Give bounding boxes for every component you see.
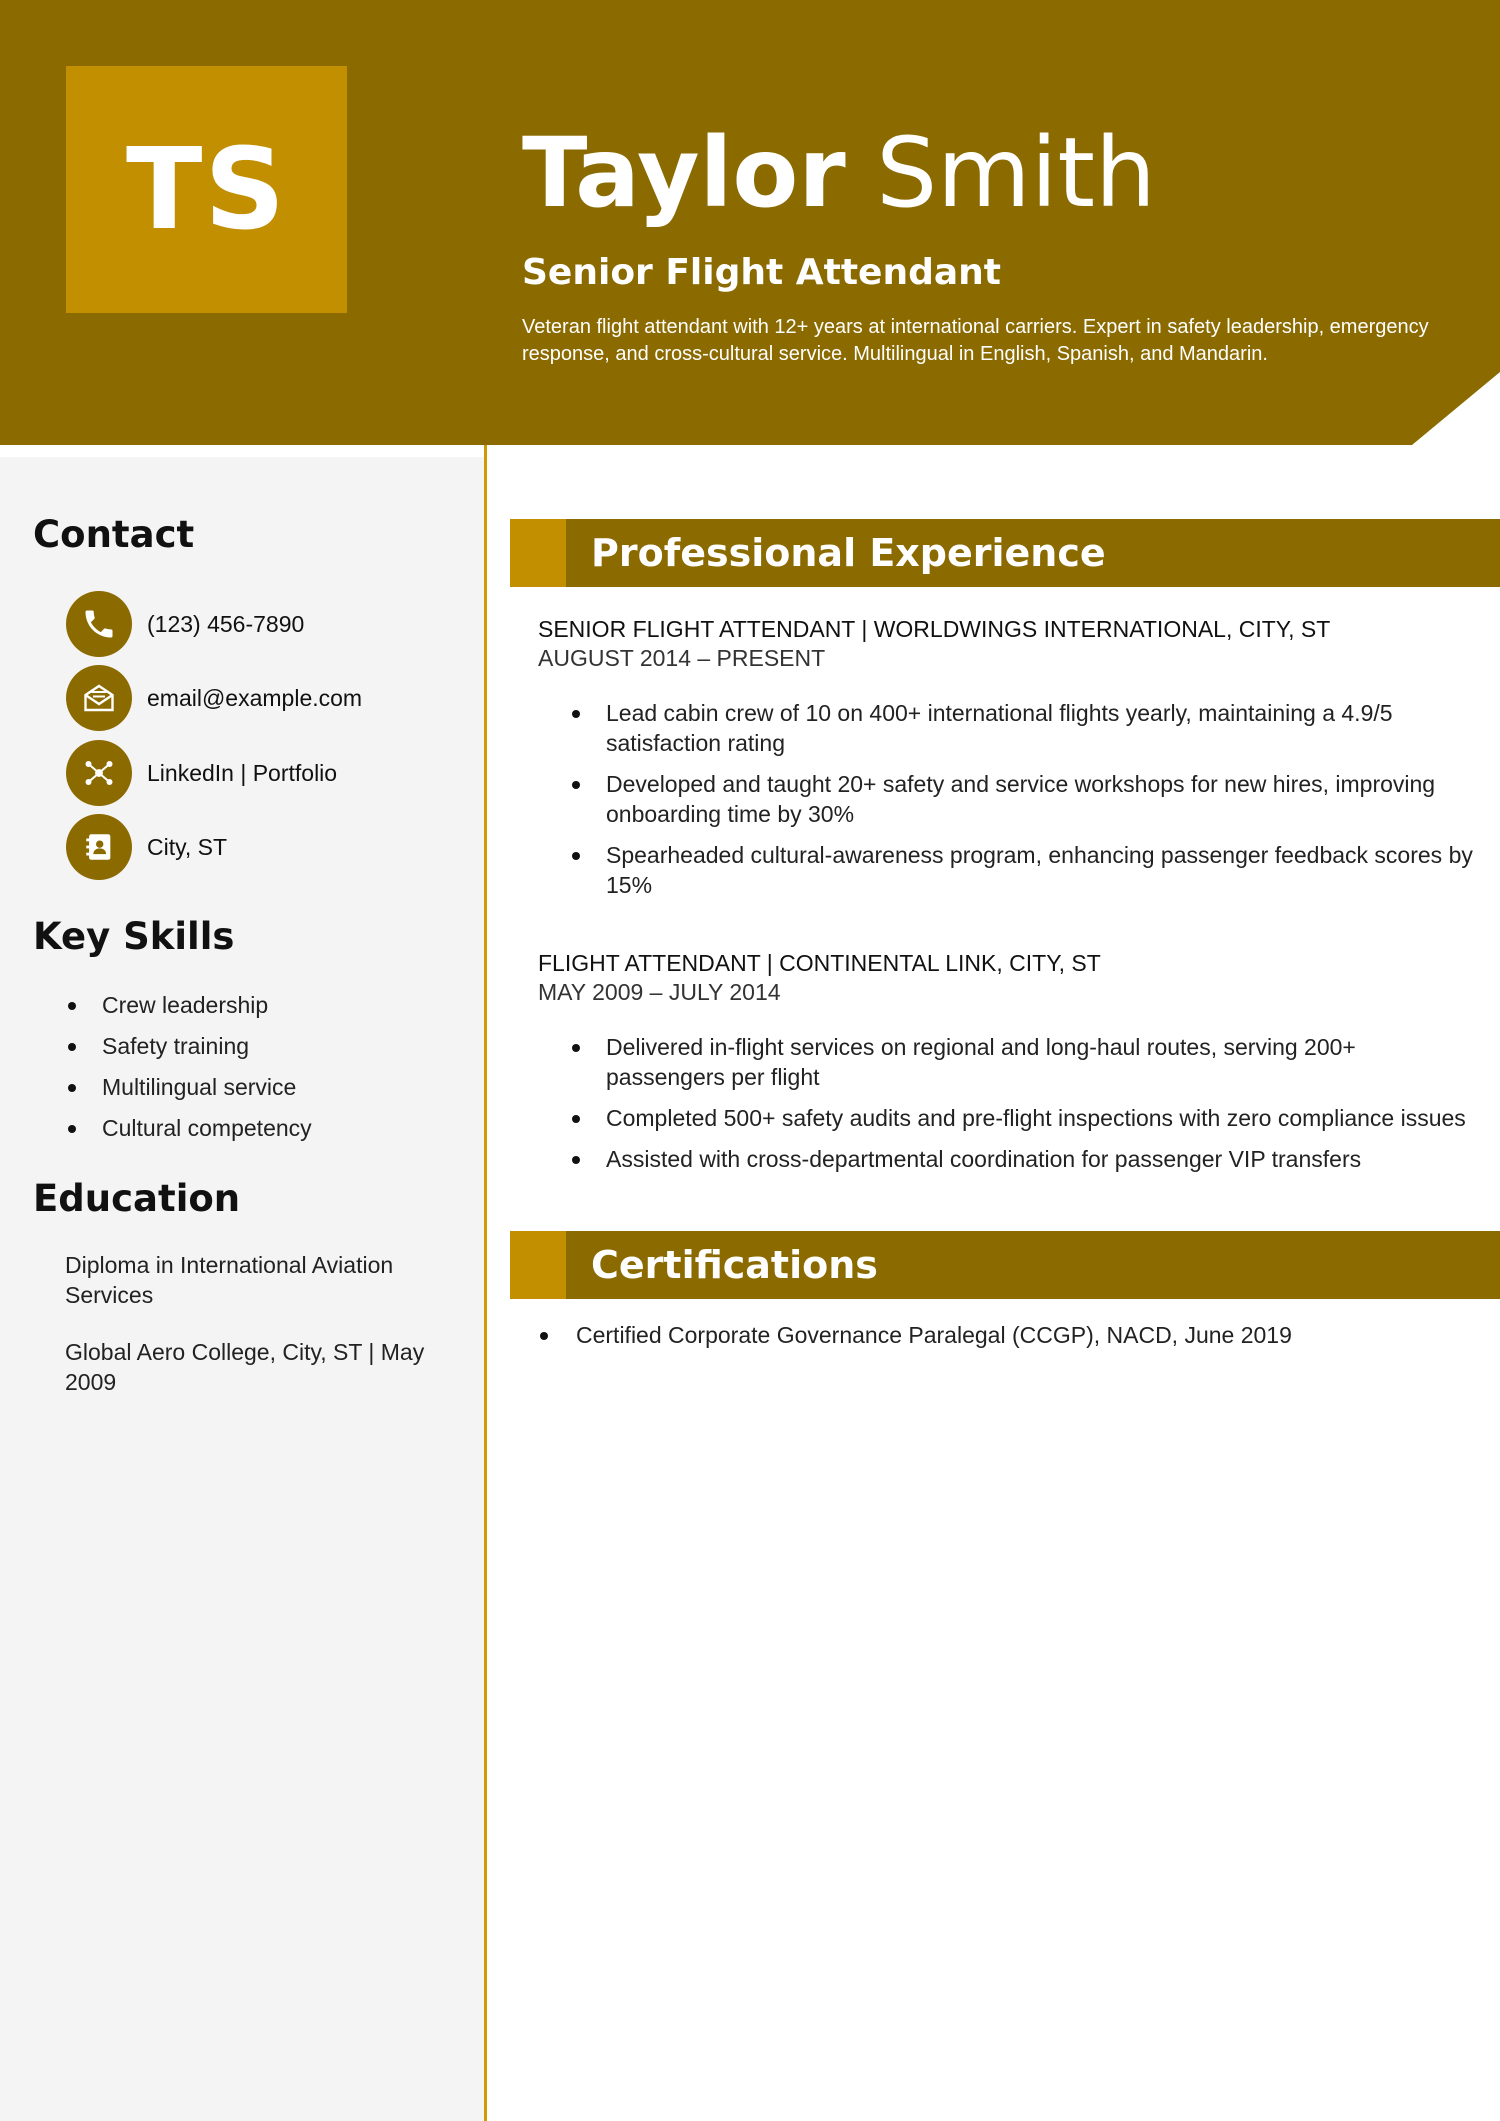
address-book-icon [66,814,132,880]
skill-item: Cultural competency [66,1108,312,1149]
job-dates: AUGUST 2014 – PRESENT [538,645,826,671]
contact-email [66,665,362,731]
monogram-initials: TS [125,124,288,255]
certifications-section-header [510,1231,1500,1299]
contact-phone [66,591,304,657]
job-bullet: Spearheaded cultural-awareness program, enhancing passenger feedback scores by 15% [572,840,1477,900]
last-name: Smith [876,117,1156,229]
job-title-company: SENIOR FLIGHT ATTENDANT | WORLDWINGS INTERNATIONAL, CITY, ST [538,616,1331,642]
contact-location [66,814,227,880]
skills-list [66,985,312,1149]
section-accent [510,519,566,587]
phone-icon [66,591,132,657]
network-icon [66,740,132,806]
job-bullet: Completed 500+ safety audits and pre-flight inspections with zero compliance issues [572,1103,1477,1133]
phone-number[interactable]: (123) 456-7890 [147,610,305,637]
skill-item: Safety training [66,1026,312,1067]
experience-section-header [510,519,1500,587]
envelope-icon [66,665,132,731]
contact-heading: Contact [33,513,195,556]
certifications-heading: Certifications [591,1243,878,1287]
job-title: Senior Flight Attendant [522,252,1001,293]
skill-item: Crew leadership [66,985,312,1026]
candidate-name [522,118,1156,228]
profile-links[interactable]: LinkedIn | Portfolio [147,759,338,786]
job-dates: MAY 2009 – JULY 2014 [538,979,781,1005]
location: City, ST [147,833,228,860]
header-corner-cut [1412,372,1500,445]
profile-summary: Veteran flight attendant with 12+ years at international carriers. Expert in safety leadership, emergency response, and cross-cultural service. Multilingual in English, Spanish, and Mandarin. [522,316,1429,365]
column-divider [484,445,487,2121]
job-bullets [572,698,1477,911]
skills-heading: Key Skills [33,915,235,958]
section-accent [510,1231,566,1299]
email-address[interactable]: email@example.com [147,684,363,711]
job-bullet: Delivered in-flight services on regional and long-haul routes, serving 200+ passengers per flight [572,1032,1477,1092]
job-bullet: Lead cabin crew of 10 on 400+ international flights yearly, maintaining a 4.9/5 satisfaction rating [572,698,1477,758]
experience-heading: Professional Experience [591,531,1106,575]
job-bullet: Assisted with cross-departmental coordination for passenger VIP transfers [572,1144,1477,1174]
certifications-list [540,1320,1480,1350]
education-degree: Diploma in International Aviation Services [65,1252,394,1308]
monogram-badge [66,66,347,313]
job-bullets [572,1032,1477,1185]
contact-links [66,740,337,806]
resume-header [0,0,1500,445]
education-heading: Education [33,1177,241,1220]
education-school: Global Aero College, City, ST | May 2009 [65,1339,425,1395]
job-bullet: Developed and taught 20+ safety and service workshops for new hires, improving onboarding time by 30% [572,769,1477,829]
skill-item: Multilingual service [66,1067,312,1108]
certification-item: Certified Corporate Governance Paralegal (CCGP), NACD, June 2019 [540,1320,1480,1350]
job-title-company: FLIGHT ATTENDANT | CONTINENTAL LINK, CITY, ST [538,950,1101,976]
first-name: Taylor [522,117,846,229]
